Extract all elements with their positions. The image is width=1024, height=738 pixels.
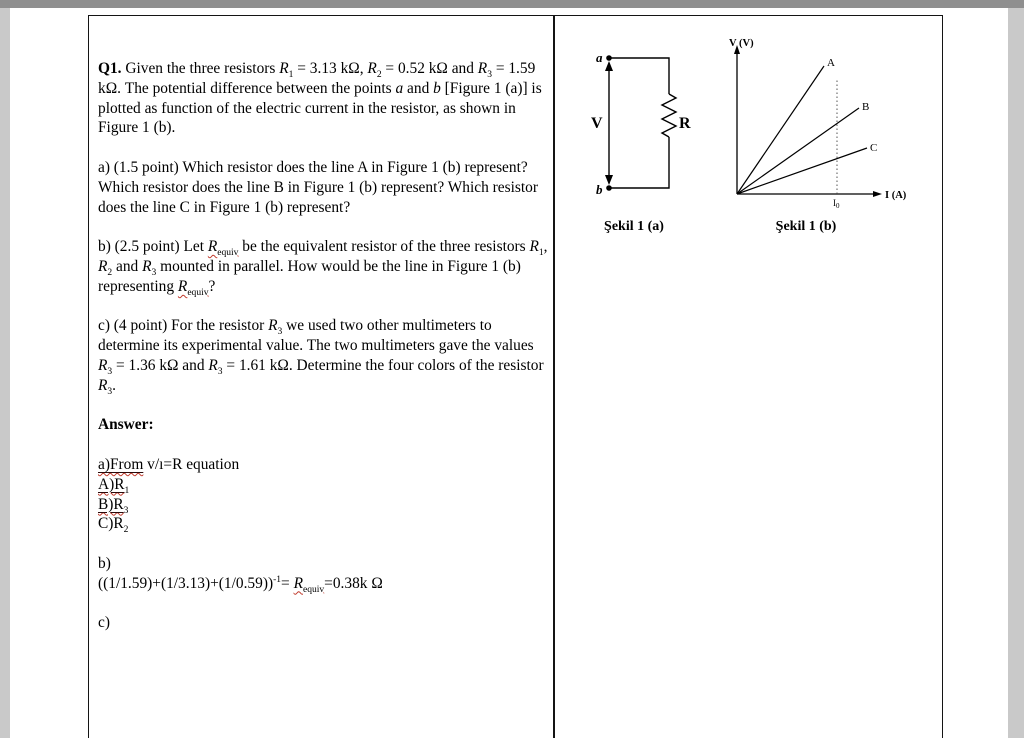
resistor-label: R [679, 115, 691, 132]
graph-svg [717, 36, 932, 218]
paragraph-q1: Q1. Given the three resistors $R_1 = 3.13$ kΩ, $R_2 = 0.52$ kΩ and $R_3 = 1.59$ kΩ. The potential difference between the points a and b [Figure 1 (a)] is plotted as function of the electric current in the resistor, as shown in Figure 1 (b). [98, 60, 542, 137]
voltage-label: V [591, 115, 603, 132]
i0-label-sub: 0 [836, 202, 840, 210]
voltage-arrowhead-up [605, 61, 613, 71]
circuit-svg [587, 44, 727, 209]
paragraph-part-a: a) (1.5 point) Which resistor does the line A in Figure 1 (b) represent? Which resistor does the line B in Figure 1 (b) represent? Which resistor does the line C in Figure 1 (b) represent? [98, 158, 538, 216]
answer-c-r2: $C)R_2$ [98, 515, 129, 536]
line-C [737, 148, 867, 194]
resistor-zigzag [662, 94, 676, 137]
x-axis-label: I (A) [885, 190, 907, 201]
caption-figure-b: Şekil 1 (b) [775, 219, 837, 234]
answer-b-label: b) [98, 554, 111, 572]
graph-figure [717, 36, 932, 223]
column-divider [553, 16, 555, 738]
voltage-arrowhead-down [605, 175, 613, 185]
node-b-label: b [596, 182, 603, 197]
answer-c-label: c) [98, 614, 110, 632]
paragraph-part-c: c) (4 point) For the resistor $R_3$ we used two other multimeters to determine its experimental value. The two multimeters gave the values $R_3 = 1.36$ kΩ and $R_3 = 1.61$ kΩ. Determine the four colors of the resistor $R_3$. [98, 317, 544, 397]
line-B [737, 108, 859, 194]
node-a-dot [606, 55, 612, 61]
line-A-label: A [827, 57, 835, 69]
left-margin-strip [0, 8, 10, 738]
line-A [737, 66, 824, 194]
node-b-dot [606, 185, 612, 191]
y-axis-label: V (V) [729, 38, 754, 49]
line-C-label: C [870, 142, 878, 154]
answer-b-r3: $B)R_3$ [98, 495, 129, 516]
right-margin-strip [1008, 8, 1024, 738]
paragraph-part-b: b) (2.5 point) Let $R_{equiv}$ be the equivalent resistor of the three resistors $R_1$, $R_2$ and $R_3$ mounted in parallel. How would be the line in Figure 1 (b) representing $R_{equiv}$? [98, 238, 548, 298]
answer-b-equation: $((1/1.59)+(1/3.13)+(1/0.59))^{-1}= R_{equiv}=0.38k$ Ω [98, 573, 383, 595]
answer-heading: Answer: [98, 416, 154, 434]
i0-label-main: I [833, 198, 836, 208]
top-margin-strip [0, 0, 1024, 8]
question-column [98, 59, 550, 633]
wire-top [609, 58, 669, 94]
i0-label [833, 198, 840, 210]
circuit-figure [587, 44, 727, 214]
answer-a-from: a)From v/ı=R equation [98, 455, 240, 473]
answer-a-r1: $A)R_1$ [98, 475, 130, 496]
question-box [88, 15, 943, 738]
line-B-label: B [862, 101, 870, 113]
x-axis-arrowhead [873, 191, 882, 197]
wire-bottom [609, 137, 669, 188]
node-a-label: a [596, 50, 603, 65]
caption-figure-a: Şekil 1 (a) [604, 219, 664, 234]
